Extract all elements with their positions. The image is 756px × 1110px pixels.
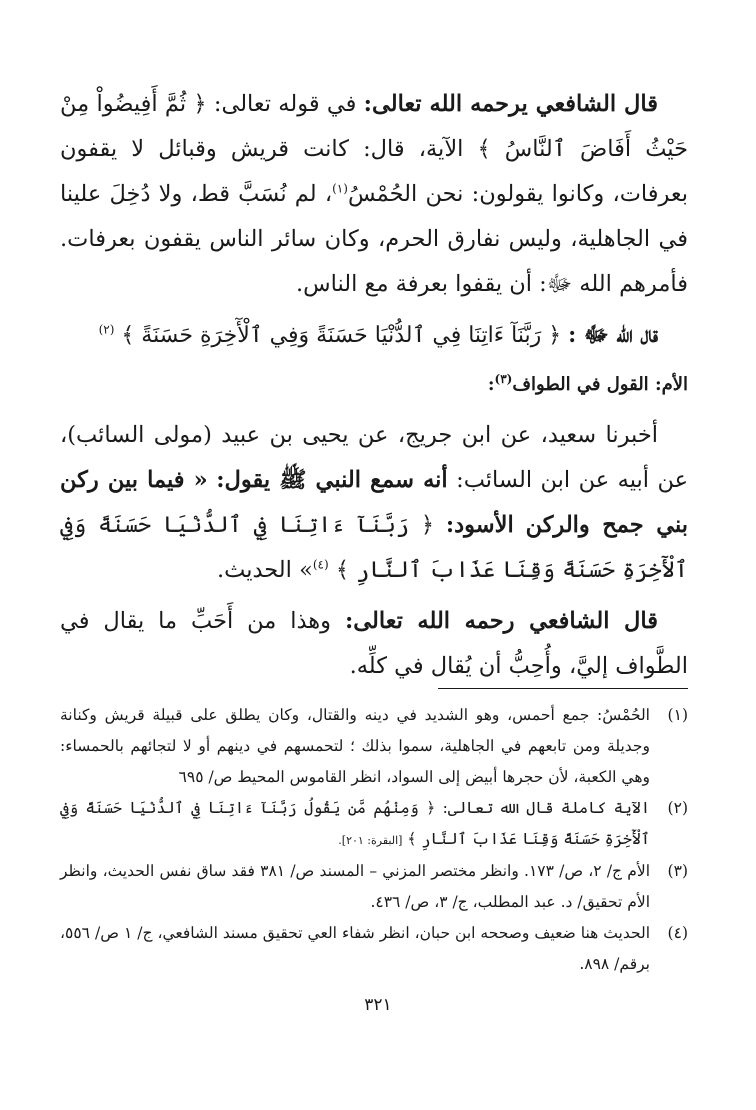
paragraph-2-verse: ﴿ رَبَّنَآ ءَاتِنَا فِي ٱلدُّنْيَا حَسَنَةً وَفِي ٱلْأٓخِرَةِ حَسَنَةً وَقِنَا عَذَابَ ٱلنَّارِ ﴾ (60, 512, 688, 583)
paragraph-3 (60, 599, 688, 689)
paragraph-1-lead: قال الشافعي يرحمه الله تعالى: (363, 91, 659, 117)
footnotes (60, 700, 688, 980)
footnote-line: الحديث هنا ضعيف وصححه ابن حبان، انظر شفاء العي تحقيق مسند الشافعي، ج/ ١ (123, 924, 650, 942)
main-text (60, 82, 688, 689)
footnote-line: وجديلة ومن تابعهم في الجاهلية، سموا بذلك ؛ لتحمسهم في دينهم أو لا لتجائهم بالحمساء: (60, 737, 650, 755)
footnote-line: الآية كاملة قال الله تعالى: ﴿ وَمِنْهُم مَّن يَقُولُ رَبَّنَآ ءَاتِنَا فِي ٱلدُّنْيَا حَسَنَةً وَفِي ٱلْأٓخِرَةِ حَسَنَةً وَقِنَا (60, 799, 650, 848)
section-heading (60, 362, 688, 407)
verse-text: ﴿ رَبَّنَآ ءَاتِنَا فِي ٱلدُّنْيَا حَسَنَةً وَفِي ٱلْأٓخِرَةِ حَسَنَةً ﴾ (121, 323, 562, 348)
footnote-2 (60, 793, 688, 856)
paragraph-2-line-4: الحديث. (216, 557, 292, 583)
footnote-line: الأم ج/ ٢، ص/ ١٧٣. وانظر مختصر المزني – المسند ص/ ٣٨١ فقد ساق نفس الحديث، (102, 862, 650, 880)
footnote-separator (438, 688, 688, 689)
paragraph-1-line-3a: نحن الحُمْسُ (347, 181, 464, 207)
footnote-number: (٣) (667, 862, 688, 880)
footnote-number: (٢) (667, 799, 688, 817)
paragraph-2-line-2c: « فيما بين ركن بني جمح والركن (60, 467, 689, 538)
verse-heading-lead: قال الله ﷻ : (568, 322, 658, 348)
paragraph-2-line-2b: أنه سمع النبي ﷺ يقول: (216, 467, 448, 493)
footnote-line: وانظر الأم تحقيق/ د. عبد المطلب، ج/ ٣، ص/ ٤٣٦. (60, 862, 650, 911)
footnote-text (60, 793, 650, 856)
footnote-line: عَذَابَ ٱلنَّارِ ﴾ (407, 830, 518, 848)
paragraph-1-line-3b: ، لم نُسَبَّ قط، ولا دُخِلَ علينا في الجاهلية، وليس نفارق الحرم، (60, 181, 688, 252)
paragraph-1 (60, 82, 688, 307)
footnote-1 (60, 700, 688, 793)
paragraph-2-line-1: أخبرنا سعيد، عن ابن جريج، عن يحيى بن عبيد (مولى السائب)، عن أبيه (60, 422, 689, 493)
footnote-ref-4[interactable]: (٤) (312, 557, 329, 572)
page-number: ٣٢١ (364, 995, 392, 1015)
paragraph-3-lead: قال الشافعي رحمه الله تعالى: (344, 608, 659, 634)
section-heading-colon: : (487, 374, 495, 395)
paragraph-2-close-quote: » (299, 557, 313, 583)
footnote-3 (60, 856, 688, 918)
paragraph-3-line-1: وهذا من أَحَبِّ ما يقال في الطَّواف إليَّ، (60, 608, 688, 679)
paragraph-3-line-2: وأُحِبُّ أن يُقال في كلِّه. (349, 653, 562, 679)
paragraph-2-line-3a: الأسود: (445, 512, 514, 538)
paragraph-2 (60, 413, 688, 593)
paragraph-1-line-1: في قوله تعالى: ﴿ ثُمَّ أَفِيضُواْ مِنْ حَيْثُ أَفَاضَ (60, 91, 689, 162)
footnote-ref-1[interactable]: (١) (332, 181, 348, 196)
footnote-line: وهي الكعبة، لأن حجرها أبيض إلى السواد، انظر القاموس المحيط ص/ ٦٩٥ (178, 768, 650, 786)
section-heading-text: الأم: القول في الطواف (512, 374, 688, 395)
footnote-ref-3[interactable]: (٣) (494, 372, 513, 386)
footnote-number: (١) (667, 706, 688, 724)
footnote-number: (٤) (667, 924, 688, 942)
footnote-4 (60, 918, 688, 980)
footnote-text (60, 700, 650, 793)
footnote-line: ص/ ٥٥٦، برقم/ ٨٩٨. (60, 924, 650, 973)
paragraph-1-line-4: وكان سائر الناس يقفون بعرفات. فأمرهم الله ﷻ: أن يقفوا بعرفة مع الناس. (60, 226, 688, 297)
footnote-ref-2[interactable]: (٢) (98, 322, 115, 337)
footnote-text (60, 918, 650, 980)
footnote-citation: [البقرة: ٢٠١]. (338, 834, 403, 847)
footnote-text (60, 856, 650, 918)
paragraph-1-line-2: ٱلنَّاسُ ﴾ الآية، قال: كانت قريش وقبائل لا يقفون بعرفات، وكانوا يقولون: (60, 136, 689, 207)
footnote-line: الحُمْسُ: جمع أحمس، وهو الشديد في دينه والقتال، وكان يطلق على قبيلة قريش وكنانة (60, 706, 650, 724)
verse-heading (60, 313, 688, 358)
paragraph-2-line-2a: عن ابن السائب: (456, 467, 610, 493)
